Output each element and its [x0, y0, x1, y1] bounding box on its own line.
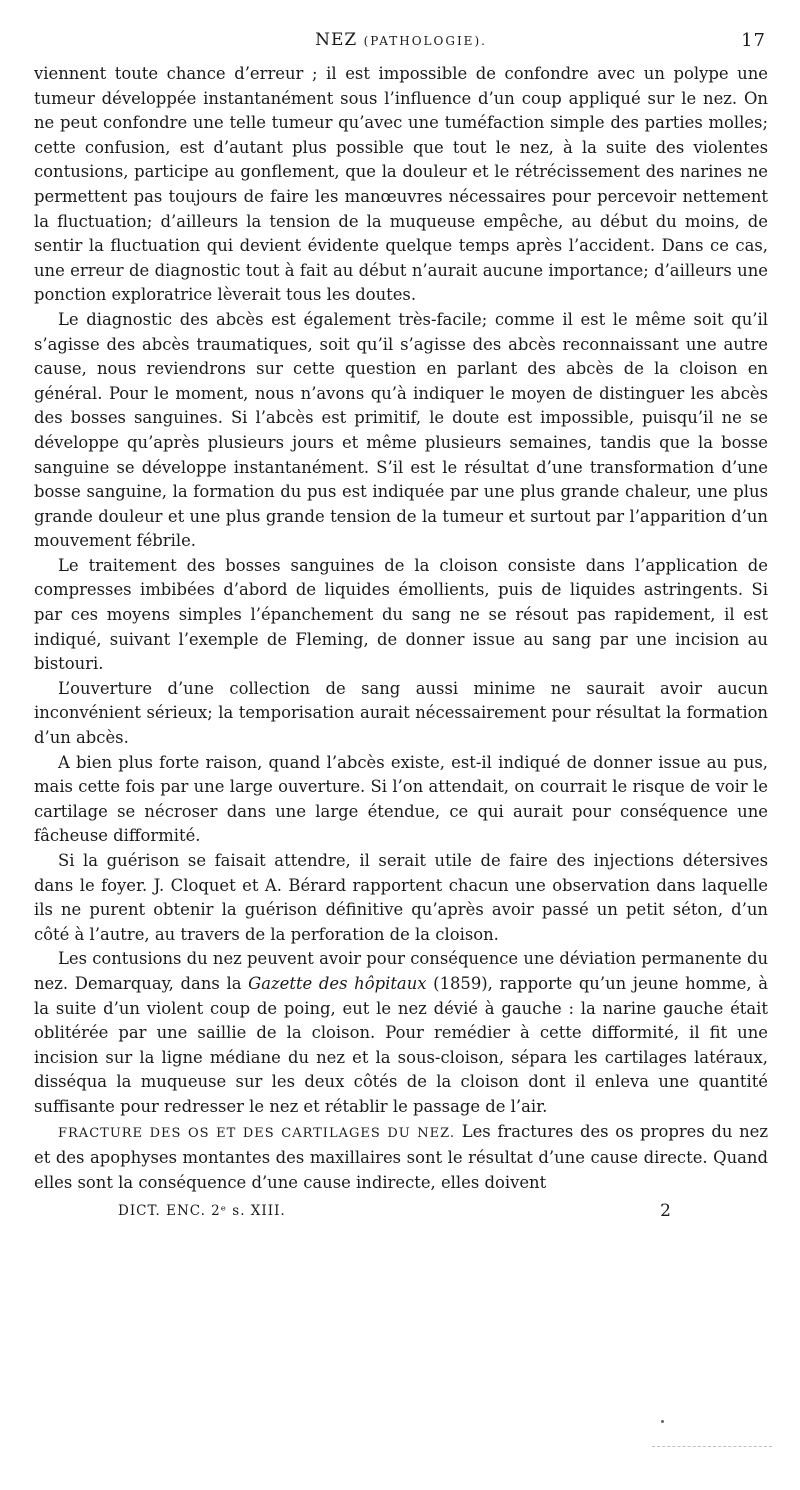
book-page	[34, 30, 768, 1227]
page-footer	[34, 1203, 768, 1227]
running-title	[34, 30, 768, 50]
paragraph-7-start: Les contusions du nez peuvent avoir pour conséquence une déviation permanente du nez. Demarquay, dans la	[34, 949, 768, 993]
section-heading: FRACTURE DES OS ET DES CARTILAGES DU NEZ.	[58, 1125, 456, 1141]
scan-speck	[661, 1420, 664, 1423]
paragraph-2: Le diagnostic des abcès est également très-facile; comme il est le même soit qu’il s’agisse des abcès traumatiques, soit qu’il s’agisse des abcès reconnaissant une autre cause, nous reviendrons sur cette question en parlant des abcès de la cloison en général. Pour le moment, nous n’avons qu’à indiquer le moyen de distinguer les abcès des bosses sanguines. Si l’abcès est primitif, le doute est impossible, puisqu’il ne se développe qu’après plusieurs jours et même plusieurs semaines, tandis que la bosse sanguine se développe instantanément. S’il est le résultat d’une transformation d’une bosse sanguine, la formation du pus est indiquée par une plus grande chaleur, une plus grande douleur et une plus grande tension de la tumeur et surtout par l’apparition d’un mouvement fébrile.	[34, 309, 768, 551]
running-title-main: NEZ	[315, 30, 358, 50]
paragraph-6: Si la guérison se faisait attendre, il serait utile de faire des injections détersives dans le foyer. J. Cloquet et A. Bérard rapportent chacun une observation dans laquelle ils ne purent obtenir la guérison définitive qu’après avoir passé un petit séton, d’un côté à l’autre, au travers de la perforation de la cloison.	[34, 851, 768, 944]
sheet-number: 2	[660, 1201, 672, 1222]
paragraph-3: Le traitement des bosses sanguines de la cloison consiste dans l’application de compresses imbibées d’abord de liquides émollients, puis de liquides astringents. Si par ces moyens simples l’épanchement du sang ne se résout pas rapidement, il est indiqué, suivant l’exemple de Fleming, de donner issue au sang par une incision au bistouri.	[34, 555, 768, 674]
paragraph-5: A bien plus forte raison, quand l’abcès existe, est-il indiqué de donner issue au pus, mais cette fois par une large ouverture. Si l’on attendait, on courrait le risque de voir le cartilage se nécroser dans une large étendue, ce qui aurait pour conséquence une fâcheuse difformité.	[34, 752, 768, 846]
running-head	[34, 30, 768, 58]
paragraph-1: viennent toute chance d’erreur ; il est impossible de confondre avec un polype une tumeur développée instantanément sous l’influence d’un coup appliqué sur le nez. On ne peut confondre une telle tumeur qu’avec une tuméfaction simple des parties molles; cette confusion, est d’autant plus possible que tout le nez, à la suite des violentes contusions, participe au gonflement, que la douleur et le rétrécissement des narines ne permettent pas toujours de faire les manœuvres nécessaires pour percevoir nettement la fluctuation; d’ailleurs la tension de la muqueuse empêche, au début du moins, de sentir la fluctuation qui devient évidente quelque temps après l’accident. Dans ce cas, une erreur de diagnostic tout à fait au début n’aurait aucune importance; d’ailleurs une ponction exploratrice lèverait tous les doutes.	[34, 64, 768, 305]
journal-title: Gazette des hôpitaux	[248, 973, 427, 993]
scan-artifact-line	[652, 1446, 772, 1451]
paragraph-4: L’ouverture d’une collection de sang aussi minime ne saurait avoir aucun inconvénient sérieux; la temporisation aurait nécessairement pour résultat la formation d’un abcès.	[34, 678, 768, 748]
section-fracture	[34, 1120, 768, 1196]
running-title-sub: (PATHOLOGIE).	[363, 34, 487, 48]
signature-mark: DICT. ENC. 2ᵉ s. XIII.	[118, 1203, 286, 1220]
page-number: 17	[741, 30, 766, 51]
section-text: Les fractures des os propres du nez et des apophyses montantes des maxillaires sont le résultat d’une cause directe. Quand elles sont la conséquence d’une cause indirecte, elles doivent	[34, 1121, 768, 1192]
paragraph-7	[34, 947, 768, 1119]
paragraph-7-end: (1859), rapporte qu’un jeune homme, à la suite d’un violent coup de poing, eut le nez dévié à gauche : la narine gauche était oblitérée par une saillie de la cloison. Pour remédier à cette difformité, il fit une incision sur la ligne médiane du nez et la sous-cloison, sépara les cartilages latéraux, disséqua la muqueuse sur les deux côtés de la cloison dont il enleva une quantité suffisante pour redresser le nez et rétablir le passage de l’air.	[34, 973, 768, 1116]
body-text	[34, 62, 768, 1195]
